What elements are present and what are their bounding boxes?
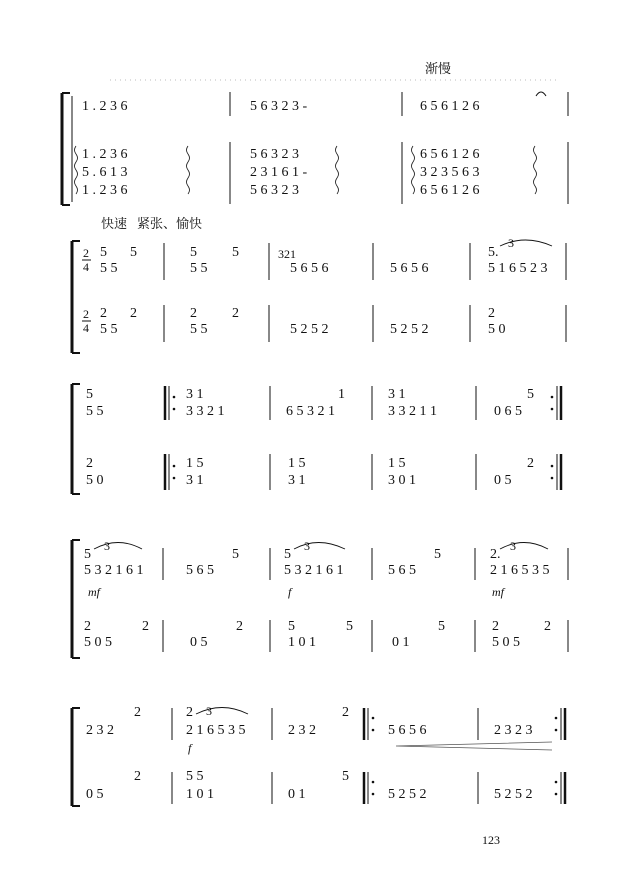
s2-lower-top-m1b: 2 (130, 306, 137, 321)
s1-lower-row1-m1: 1 . 2 3 6 (82, 147, 128, 162)
s5-lower-top-m1: 2 (134, 769, 141, 784)
s3-lower-m5: 0 5 (494, 473, 512, 488)
s3-upper-top-m4: 3 1 (388, 387, 406, 402)
s4-upper-m3: 5 3 2 1 6 1 (284, 563, 344, 578)
s2-time-top-lower: 2 (83, 307, 89, 321)
s4-lower-m5: 5 0 5 (492, 635, 520, 650)
s2-upper-m2: 5 5 (190, 261, 208, 276)
s4-lower-m1: 5 0 5 (84, 635, 112, 650)
s4-dynamic-mf-1: mf (88, 585, 100, 599)
s2-lower-m1: 5 5 (100, 322, 118, 337)
s4-lower-m4: 0 1 (392, 635, 410, 650)
system-5 (72, 704, 565, 806)
tempo-mark-tense: 紧张、愉快 (137, 217, 203, 232)
s4-lower-m3: 1 0 1 (288, 635, 316, 650)
s5-upper-top-m1: 2 (134, 705, 141, 720)
s4-lower-top-m3b: 5 (346, 619, 353, 634)
s2-lower-m4: 5 2 5 2 (390, 322, 429, 337)
s3-lower-m1: 5 0 (86, 473, 104, 488)
s5-lower-m2: 1 0 1 (186, 787, 214, 802)
s5-lower-m5: 5 2 5 2 (494, 787, 533, 802)
s2-lower-m5: 5 0 (488, 322, 506, 337)
s4-lower-top-m4: 5 (438, 619, 445, 634)
s4-triplet-3: 3 (510, 539, 516, 553)
s1-lower-row2-m2: 2 3 1 6 1 - (250, 165, 308, 180)
s2-upper-m5: 5 1 6 5 2 3 (488, 261, 548, 276)
s3-lower-top-m5: 2 (527, 456, 534, 471)
s4-lower-m2: 0 5 (190, 635, 208, 650)
s3-upper-top-m5: 5 (527, 387, 534, 402)
s3-lower-top-m4: 1 5 (388, 456, 406, 471)
s3-upper-m3: 6 5 3 2 1 (286, 404, 335, 419)
s5-dynamic-f: f (188, 741, 192, 755)
s1-lower-row3-m2: 5 6 3 2 3 (250, 183, 299, 198)
system-2 (72, 236, 566, 353)
s2-lower-top-m1: 2 (100, 306, 107, 321)
s2-lower-top-m2: 2 (190, 306, 197, 321)
s2-upper-top-m5: 5. (488, 245, 499, 260)
s5-upper-m2: 2 1 6 5 3 5 (186, 723, 246, 738)
s5-lower-m1: 0 5 (86, 787, 104, 802)
s4-upper-m1: 5 3 2 1 6 1 (84, 563, 144, 578)
tempo-mark-slowing: 渐慢 (425, 62, 452, 77)
s4-lower-top-m3: 5 (288, 619, 295, 634)
s4-upper-top-m4: 5 (434, 547, 441, 562)
s4-upper-m4: 5 6 5 (388, 563, 416, 578)
system-1 (62, 80, 568, 205)
s3-upper-top-m1: 5 (86, 387, 93, 402)
s5-upper-top-m3: 2 (342, 705, 349, 720)
s4-lower-top-m5: 2 (492, 619, 499, 634)
s2-upper-m4: 5 6 5 6 (390, 261, 429, 276)
s2-upper-top-m2b: 5 (232, 245, 239, 260)
s2-grace-note: 321 (278, 247, 296, 261)
tempo-mark-fast: 快速 (101, 217, 128, 232)
s4-dynamic-mf-2: mf (492, 585, 504, 599)
s3-upper-m2: 3 3 2 1 (186, 404, 225, 419)
s2-lower-top-m2b: 2 (232, 306, 239, 321)
s3-lower-top-m3: 1 5 (288, 456, 306, 471)
s2-triplet-mark: 3 (508, 236, 514, 250)
s3-lower-m3: 3 1 (288, 473, 306, 488)
s2-lower-m3: 5 2 5 2 (290, 322, 329, 337)
s1-lower-row3-m3: 6 5 6 1 2 6 (420, 183, 480, 198)
s4-upper-m5: 2 1 6 5 3 5 (490, 563, 550, 578)
s5-upper-top-m2: 2 (186, 705, 193, 720)
s4-upper-top-m1: 5 (84, 547, 91, 562)
s2-upper-top-m1b: 5 (130, 245, 137, 260)
s4-triplet-1: 3 (104, 539, 110, 553)
s1-upper-m1: 1 . 2 3 6 (82, 99, 128, 114)
s3-upper-top-m2: 3 1 (186, 387, 204, 402)
s5-upper-m3: 2 3 2 (288, 723, 316, 738)
s5-upper-m4: 5 6 5 6 (388, 723, 427, 738)
s1-upper-m2: 5 6 3 2 3 - (250, 99, 308, 114)
s3-lower-top-m2: 1 5 (186, 456, 204, 471)
s1-lower-row3-m1: 1 . 2 3 6 (82, 183, 128, 198)
s4-lower-top-m2: 2 (236, 619, 243, 634)
s5-upper-m5: 2 3 2 3 (494, 723, 533, 738)
s3-upper-m1: 5 5 (86, 404, 104, 419)
s1-lower-row2-m3: 3 2 3 5 6 3 (420, 165, 480, 180)
s4-lower-top-m1b: 2 (142, 619, 149, 634)
s3-lower-m4: 3 0 1 (388, 473, 416, 488)
s5-upper-m1: 2 3 2 (86, 723, 114, 738)
s2-lower-m2: 5 5 (190, 322, 208, 337)
s1-lower-row1-m2: 5 6 3 2 3 (250, 147, 299, 162)
s1-lower-row2-m1: 5 . 6 1 3 (82, 165, 128, 180)
s5-lower-m4: 5 2 5 2 (388, 787, 427, 802)
s2-time-bottom-lower: 4 (83, 321, 89, 335)
s5-lower-top-m3: 5 (342, 769, 349, 784)
s5-triplet-mark: 3 (206, 704, 212, 718)
system-3 (72, 384, 561, 494)
s1-upper-m3: 6 5 6 1 2 6 (420, 99, 480, 114)
s2-time-top-upper: 2 (83, 246, 89, 260)
s2-upper-m3: 5 6 5 6 (290, 261, 329, 276)
s4-lower-top-m1: 2 (84, 619, 91, 634)
s3-upper-m5: 0 6 5 (494, 404, 522, 419)
s3-lower-m2: 3 1 (186, 473, 204, 488)
s5-lower-m3: 0 1 (288, 787, 306, 802)
s5-crescendo-hairpin (396, 742, 552, 750)
s2-time-bottom-upper: 4 (83, 260, 89, 274)
s5-lower-top-m2: 5 5 (186, 769, 204, 784)
s1-lower-row1-m3: 6 5 6 1 2 6 (420, 147, 480, 162)
s3-lower-top-m1: 2 (86, 456, 93, 471)
s2-upper-m1: 5 5 (100, 261, 118, 276)
s4-upper-m2: 5 6 5 (186, 563, 214, 578)
s4-upper-top-m2: 5 (232, 547, 239, 562)
s4-upper-top-m5: 2. (490, 547, 501, 562)
s4-dynamic-f: f (288, 585, 292, 599)
s3-upper-top-m3: 1 (338, 387, 345, 402)
s2-lower-top-m5: 2 (488, 306, 495, 321)
s4-lower-top-m5b: 2 (544, 619, 551, 634)
s4-upper-top-m3: 5 (284, 547, 291, 562)
page-number: 123 (482, 833, 500, 847)
s2-upper-top-m1: 5 (100, 245, 107, 260)
s3-upper-m4: 3 3 2 1 1 (388, 404, 437, 419)
s4-triplet-2: 3 (304, 539, 310, 553)
s2-upper-top-m2: 5 (190, 245, 197, 260)
system-4 (72, 539, 568, 658)
